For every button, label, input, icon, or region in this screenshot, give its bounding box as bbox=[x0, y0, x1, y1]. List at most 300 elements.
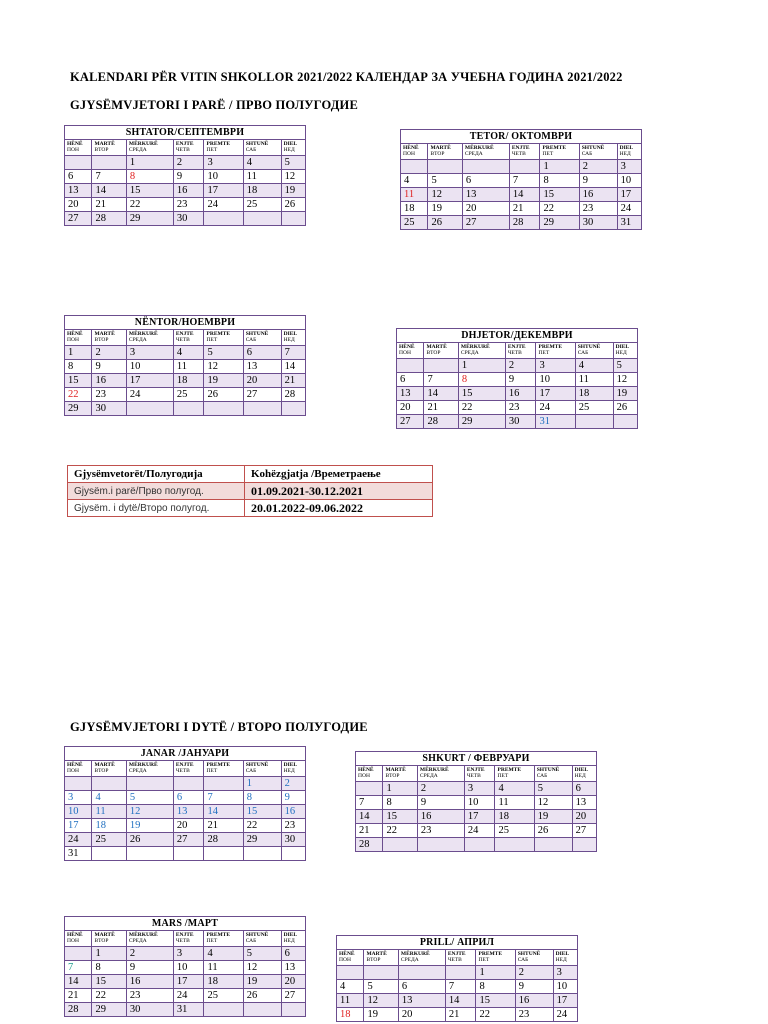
day-cell: 2 bbox=[281, 777, 305, 791]
day-cell: 18 bbox=[173, 374, 204, 388]
weekday-name-al: SHTUNË bbox=[581, 145, 605, 151]
week-row bbox=[337, 1008, 578, 1022]
weekday-name-al: PREMTE bbox=[206, 331, 231, 337]
week-row bbox=[65, 847, 306, 861]
month-title: DHJETOR/ДЕКЕМВРИ bbox=[397, 329, 638, 343]
day-cell: 24 bbox=[173, 989, 204, 1003]
day-cell: 23 bbox=[281, 819, 305, 833]
weekday-name-mk: ВТОР bbox=[430, 151, 445, 157]
weekday-name-al: DIEL bbox=[283, 932, 298, 938]
week-row bbox=[401, 174, 642, 188]
day-cell: 24 bbox=[65, 833, 92, 847]
weekday-name-mk: СРЕДА bbox=[128, 337, 147, 343]
day-cell: 14 bbox=[424, 387, 458, 401]
duration-row-value: 01.09.2021-30.12.2021 bbox=[245, 483, 433, 500]
day-cell: 17 bbox=[464, 810, 495, 824]
weekday-name-mk: ЧЕТВ bbox=[447, 957, 462, 963]
week-row bbox=[65, 791, 306, 805]
day-cell bbox=[281, 402, 305, 416]
day-cell: 23 bbox=[515, 1008, 553, 1022]
day-cell: 22 bbox=[383, 824, 417, 838]
day-cell: 1 bbox=[65, 346, 92, 360]
day-cell: 28 bbox=[65, 1003, 92, 1017]
day-cell: 27 bbox=[173, 833, 204, 847]
day-cell: 8 bbox=[92, 961, 126, 975]
weekday-name-al: ENJTE bbox=[466, 767, 485, 773]
day-cell: 18 bbox=[337, 1008, 364, 1022]
weekday-name-al: SHTUNË bbox=[517, 951, 541, 957]
day-cell: 7 bbox=[92, 170, 126, 184]
day-cell: 3 bbox=[204, 156, 243, 170]
weekday-name-al: SHTUNË bbox=[536, 767, 560, 773]
day-cell: 3 bbox=[173, 947, 204, 961]
weekday-header bbox=[126, 140, 173, 156]
weekday-header bbox=[204, 140, 243, 156]
day-cell: 7 bbox=[445, 980, 476, 994]
weekday-name-mk: САБ bbox=[581, 151, 593, 157]
day-cell: 9 bbox=[126, 961, 173, 975]
weekday-name-mk: ЧЕТВ bbox=[507, 350, 522, 356]
day-cell bbox=[428, 160, 462, 174]
day-cell: 15 bbox=[540, 188, 579, 202]
weekday-name-al: DIEL bbox=[574, 767, 589, 773]
day-cell: 29 bbox=[540, 216, 579, 230]
day-cell: 21 bbox=[424, 401, 458, 415]
day-cell: 3 bbox=[536, 359, 575, 373]
week-row bbox=[65, 170, 306, 184]
day-cell: 9 bbox=[281, 791, 305, 805]
weekday-name-al: PREMTE bbox=[206, 141, 231, 147]
day-cell: 11 bbox=[173, 360, 204, 374]
day-cell: 8 bbox=[243, 791, 281, 805]
day-cell: 17 bbox=[65, 819, 92, 833]
day-cell bbox=[575, 415, 613, 429]
day-cell: 6 bbox=[462, 174, 509, 188]
day-cell: 11 bbox=[401, 188, 428, 202]
day-cell bbox=[243, 212, 281, 226]
month-title: SHKURT / ФЕВРУАРИ bbox=[356, 752, 597, 766]
weekday-name-mk: НЕД bbox=[283, 768, 295, 774]
day-cell: 12 bbox=[613, 373, 637, 387]
weekday-name-al: MARTË bbox=[94, 331, 115, 337]
weekday-header bbox=[65, 140, 92, 156]
weekday-name-al: MARTË bbox=[94, 762, 115, 768]
weekday-header bbox=[613, 343, 637, 359]
day-cell: 14 bbox=[204, 805, 243, 819]
week-row bbox=[337, 994, 578, 1008]
day-cell bbox=[464, 838, 495, 852]
day-cell: 4 bbox=[173, 346, 204, 360]
day-cell: 6 bbox=[281, 947, 305, 961]
day-cell: 6 bbox=[173, 791, 204, 805]
weekday-header bbox=[243, 931, 281, 947]
day-cell: 16 bbox=[92, 374, 126, 388]
day-cell: 29 bbox=[126, 212, 173, 226]
weekday-name-al: DIEL bbox=[615, 344, 630, 350]
day-cell: 3 bbox=[617, 160, 641, 174]
weekday-header bbox=[572, 766, 596, 782]
day-cell: 9 bbox=[515, 980, 553, 994]
day-cell: 20 bbox=[173, 819, 204, 833]
day-cell bbox=[572, 838, 596, 852]
week-row bbox=[397, 387, 638, 401]
day-cell: 23 bbox=[417, 824, 464, 838]
day-cell: 16 bbox=[505, 387, 536, 401]
weekday-header bbox=[92, 140, 126, 156]
month-title: TETOR/ ОКТОМВРИ bbox=[401, 130, 642, 144]
month-calendar-feb bbox=[355, 751, 597, 852]
weekday-name-al: ENJTE bbox=[511, 145, 530, 151]
day-cell: 2 bbox=[579, 160, 617, 174]
month-calendar-jan bbox=[64, 746, 306, 861]
day-cell bbox=[173, 777, 204, 791]
weekday-name-mk: ПЕТ bbox=[478, 957, 490, 963]
weekday-name-mk: НЕД bbox=[555, 957, 567, 963]
week-row bbox=[397, 373, 638, 387]
day-cell: 24 bbox=[204, 198, 243, 212]
duration-row-value: 20.01.2022-09.06.2022 bbox=[245, 500, 433, 517]
day-cell: 20 bbox=[572, 810, 596, 824]
month-title: PRILL/ АПРИЛ bbox=[337, 936, 578, 950]
day-cell: 3 bbox=[553, 966, 577, 980]
day-cell bbox=[65, 947, 92, 961]
weekday-header bbox=[476, 950, 515, 966]
day-cell: 27 bbox=[65, 212, 92, 226]
weekday-name-al: ENJTE bbox=[175, 762, 194, 768]
day-cell: 3 bbox=[126, 346, 173, 360]
day-cell bbox=[204, 777, 243, 791]
day-cell: 15 bbox=[243, 805, 281, 819]
day-cell: 16 bbox=[515, 994, 553, 1008]
day-cell bbox=[126, 402, 173, 416]
day-cell: 17 bbox=[553, 994, 577, 1008]
day-cell: 9 bbox=[417, 796, 464, 810]
weekday-name-al: MARTË bbox=[94, 932, 115, 938]
week-row bbox=[65, 212, 306, 226]
day-cell: 17 bbox=[536, 387, 575, 401]
day-cell: 3 bbox=[464, 782, 495, 796]
day-cell: 26 bbox=[243, 989, 281, 1003]
day-cell: 21 bbox=[509, 202, 540, 216]
weekday-name-al: MARTË bbox=[426, 344, 447, 350]
day-cell: 5 bbox=[613, 359, 637, 373]
weekday-header bbox=[383, 766, 417, 782]
month-calendar-apr bbox=[336, 935, 578, 1022]
day-cell: 8 bbox=[126, 170, 173, 184]
weekday-header bbox=[579, 144, 617, 160]
weekday-name-mk: ВТОР bbox=[94, 938, 109, 944]
day-cell: 22 bbox=[243, 819, 281, 833]
day-cell bbox=[204, 212, 243, 226]
duration-row-label: Gjysëm.i parë/Прво полугод. bbox=[68, 483, 245, 500]
weekday-name-al: HËNË bbox=[358, 767, 374, 773]
semester-1-heading: GJYSËMVJETORI I PARË / ПРВО ПОЛУГОДИЕ bbox=[70, 98, 359, 112]
weekday-header bbox=[65, 931, 92, 947]
day-cell bbox=[417, 838, 464, 852]
weekday-header bbox=[540, 144, 579, 160]
day-cell: 2 bbox=[173, 156, 204, 170]
day-cell: 2 bbox=[92, 346, 126, 360]
day-cell: 5 bbox=[126, 791, 173, 805]
day-cell bbox=[534, 838, 572, 852]
day-cell: 30 bbox=[281, 833, 305, 847]
day-cell: 20 bbox=[243, 374, 281, 388]
day-cell: 30 bbox=[173, 212, 204, 226]
week-row bbox=[65, 777, 306, 791]
weekday-name-mk: ЧЕТВ bbox=[175, 938, 190, 944]
weekday-name-al: MARTË bbox=[366, 951, 387, 957]
week-row bbox=[65, 947, 306, 961]
semester-2-heading: GJYSËMVJETORI I DYTË / ВТОРО ПОЛУГОДИЕ bbox=[70, 720, 368, 734]
weekday-name-mk: НЕД bbox=[283, 938, 295, 944]
day-cell: 4 bbox=[92, 791, 126, 805]
weekday-name-mk: ПОН bbox=[339, 957, 351, 963]
day-cell bbox=[462, 160, 509, 174]
day-cell: 12 bbox=[534, 796, 572, 810]
day-cell: 26 bbox=[281, 198, 305, 212]
day-cell: 18 bbox=[204, 975, 243, 989]
day-cell bbox=[243, 847, 281, 861]
week-row bbox=[65, 346, 306, 360]
day-cell: 16 bbox=[126, 975, 173, 989]
day-cell: 8 bbox=[476, 980, 515, 994]
day-cell bbox=[204, 1003, 243, 1017]
weekday-header bbox=[356, 766, 383, 782]
month-calendar-dec bbox=[396, 328, 638, 429]
day-cell: 16 bbox=[579, 188, 617, 202]
day-cell: 9 bbox=[92, 360, 126, 374]
day-cell: 25 bbox=[495, 824, 534, 838]
day-cell: 7 bbox=[281, 346, 305, 360]
weekday-header bbox=[337, 950, 364, 966]
weekday-name-al: DIEL bbox=[283, 331, 298, 337]
day-cell bbox=[126, 777, 173, 791]
weekday-header bbox=[495, 766, 534, 782]
day-cell: 24 bbox=[617, 202, 641, 216]
week-row bbox=[65, 198, 306, 212]
day-cell: 4 bbox=[337, 980, 364, 994]
weekday-name-al: HËNË bbox=[399, 344, 415, 350]
day-cell: 10 bbox=[553, 980, 577, 994]
weekday-header bbox=[204, 330, 243, 346]
weekday-name-mk: ЧЕТВ bbox=[466, 773, 481, 779]
day-cell bbox=[126, 847, 173, 861]
day-cell: 22 bbox=[540, 202, 579, 216]
day-cell bbox=[243, 402, 281, 416]
day-cell bbox=[204, 402, 243, 416]
week-row bbox=[65, 975, 306, 989]
day-cell: 19 bbox=[204, 374, 243, 388]
weekday-name-al: DIEL bbox=[283, 141, 298, 147]
day-cell bbox=[445, 966, 476, 980]
day-cell bbox=[65, 777, 92, 791]
week-row bbox=[356, 796, 597, 810]
day-cell: 29 bbox=[243, 833, 281, 847]
month-calendar-mar bbox=[64, 916, 306, 1017]
weekday-name-mk: ПЕТ bbox=[497, 773, 509, 779]
day-cell: 6 bbox=[572, 782, 596, 796]
day-cell: 7 bbox=[424, 373, 458, 387]
day-cell: 4 bbox=[204, 947, 243, 961]
day-cell: 11 bbox=[92, 805, 126, 819]
day-cell: 25 bbox=[401, 216, 428, 230]
day-cell: 8 bbox=[383, 796, 417, 810]
day-cell: 19 bbox=[364, 1008, 398, 1022]
weekday-header bbox=[204, 931, 243, 947]
day-cell: 13 bbox=[243, 360, 281, 374]
day-cell bbox=[495, 838, 534, 852]
weekday-header bbox=[281, 140, 305, 156]
weekday-name-al: PREMTE bbox=[497, 767, 522, 773]
day-cell bbox=[337, 966, 364, 980]
day-cell: 13 bbox=[398, 994, 445, 1008]
week-row bbox=[65, 360, 306, 374]
day-cell: 18 bbox=[495, 810, 534, 824]
day-cell: 25 bbox=[575, 401, 613, 415]
day-cell: 30 bbox=[579, 216, 617, 230]
week-row bbox=[65, 374, 306, 388]
weekday-name-al: HËNË bbox=[67, 331, 83, 337]
day-cell: 17 bbox=[126, 374, 173, 388]
weekday-header bbox=[534, 766, 572, 782]
day-cell: 31 bbox=[173, 1003, 204, 1017]
weekday-name-al: SHTUNË bbox=[245, 762, 269, 768]
weekday-header bbox=[92, 931, 126, 947]
week-row bbox=[65, 833, 306, 847]
weekday-name-mk: ПЕТ bbox=[538, 350, 550, 356]
day-cell: 31 bbox=[536, 415, 575, 429]
day-cell: 11 bbox=[495, 796, 534, 810]
month-title: SHTATOR/СЕПТЕМВРИ bbox=[65, 126, 306, 140]
weekday-name-mk: ПОН bbox=[67, 337, 79, 343]
week-row bbox=[356, 782, 597, 796]
day-cell: 21 bbox=[92, 198, 126, 212]
day-cell: 14 bbox=[356, 810, 383, 824]
day-cell: 1 bbox=[476, 966, 515, 980]
day-cell: 10 bbox=[126, 360, 173, 374]
day-cell: 14 bbox=[92, 184, 126, 198]
weekday-name-al: PREMTE bbox=[538, 344, 563, 350]
day-cell: 22 bbox=[126, 198, 173, 212]
day-cell: 4 bbox=[495, 782, 534, 796]
weekday-name-mk: ПОН bbox=[399, 350, 411, 356]
day-cell: 14 bbox=[445, 994, 476, 1008]
day-cell: 21 bbox=[65, 989, 92, 1003]
day-cell: 27 bbox=[281, 989, 305, 1003]
weekday-name-al: ENJTE bbox=[175, 932, 194, 938]
weekday-name-mk: ПЕТ bbox=[206, 147, 218, 153]
week-row bbox=[65, 805, 306, 819]
day-cell: 28 bbox=[281, 388, 305, 402]
day-cell: 4 bbox=[401, 174, 428, 188]
day-cell: 24 bbox=[536, 401, 575, 415]
day-cell: 10 bbox=[173, 961, 204, 975]
weekday-name-mk: ЧЕТВ bbox=[175, 768, 190, 774]
weekday-name-al: HËNË bbox=[67, 762, 83, 768]
day-cell: 14 bbox=[509, 188, 540, 202]
weekday-name-al: PREMTE bbox=[542, 145, 567, 151]
day-cell: 13 bbox=[397, 387, 424, 401]
weekday-name-al: MARTË bbox=[385, 767, 406, 773]
weekday-header bbox=[243, 761, 281, 777]
day-cell: 21 bbox=[204, 819, 243, 833]
weekday-header bbox=[173, 330, 204, 346]
weekday-header bbox=[536, 343, 575, 359]
weekday-name-al: PREMTE bbox=[478, 951, 503, 957]
day-cell: 2 bbox=[515, 966, 553, 980]
day-cell: 26 bbox=[204, 388, 243, 402]
weekday-name-al: HËNË bbox=[403, 145, 419, 151]
weekday-name-al: ENJTE bbox=[175, 331, 194, 337]
weekday-header bbox=[509, 144, 540, 160]
day-cell: 26 bbox=[126, 833, 173, 847]
day-cell: 1 bbox=[540, 160, 579, 174]
month-calendar-oct bbox=[400, 129, 642, 230]
weekday-name-mk: ПОН bbox=[358, 773, 370, 779]
day-cell: 7 bbox=[65, 961, 92, 975]
month-calendar-nov bbox=[64, 315, 306, 416]
weekday-name-mk: ПОН bbox=[67, 147, 79, 153]
weekday-name-mk: ВТОР bbox=[94, 768, 109, 774]
day-cell: 22 bbox=[65, 388, 92, 402]
weekday-header bbox=[173, 140, 204, 156]
weekday-name-al: PREMTE bbox=[206, 762, 231, 768]
day-cell: 16 bbox=[417, 810, 464, 824]
day-cell: 19 bbox=[281, 184, 305, 198]
day-cell: 18 bbox=[575, 387, 613, 401]
day-cell: 9 bbox=[173, 170, 204, 184]
day-cell: 17 bbox=[173, 975, 204, 989]
month-title: JANAR /ЈАНУАРИ bbox=[65, 747, 306, 761]
weekday-header bbox=[126, 330, 173, 346]
weekday-header bbox=[92, 330, 126, 346]
weekday-header bbox=[505, 343, 536, 359]
day-cell: 4 bbox=[575, 359, 613, 373]
weekday-name-mk: СРЕДА bbox=[128, 938, 147, 944]
weekday-name-mk: ЧЕТВ bbox=[175, 147, 190, 153]
day-cell bbox=[356, 782, 383, 796]
weekday-name-al: MËRKURË bbox=[400, 951, 430, 957]
day-cell: 6 bbox=[65, 170, 92, 184]
day-cell bbox=[92, 156, 126, 170]
day-cell: 21 bbox=[281, 374, 305, 388]
day-cell: 6 bbox=[243, 346, 281, 360]
weekday-name-mk: НЕД bbox=[619, 151, 631, 157]
day-cell: 30 bbox=[92, 402, 126, 416]
day-cell bbox=[509, 160, 540, 174]
weekday-name-mk: СРЕДА bbox=[460, 350, 479, 356]
day-cell: 19 bbox=[534, 810, 572, 824]
month-title: MARS /МАРТ bbox=[65, 917, 306, 931]
day-cell: 10 bbox=[536, 373, 575, 387]
day-cell: 27 bbox=[572, 824, 596, 838]
day-cell: 1 bbox=[243, 777, 281, 791]
day-cell: 28 bbox=[424, 415, 458, 429]
week-row bbox=[401, 216, 642, 230]
day-cell: 27 bbox=[243, 388, 281, 402]
day-cell: 29 bbox=[92, 1003, 126, 1017]
day-cell: 26 bbox=[534, 824, 572, 838]
weekday-name-al: MARTË bbox=[430, 145, 451, 151]
weekday-name-mk: САБ bbox=[245, 147, 257, 153]
weekday-header bbox=[575, 343, 613, 359]
day-cell: 1 bbox=[92, 947, 126, 961]
weekday-name-mk: ПОН bbox=[403, 151, 415, 157]
day-cell: 15 bbox=[476, 994, 515, 1008]
day-cell: 11 bbox=[337, 994, 364, 1008]
day-cell: 11 bbox=[204, 961, 243, 975]
week-row bbox=[356, 810, 597, 824]
